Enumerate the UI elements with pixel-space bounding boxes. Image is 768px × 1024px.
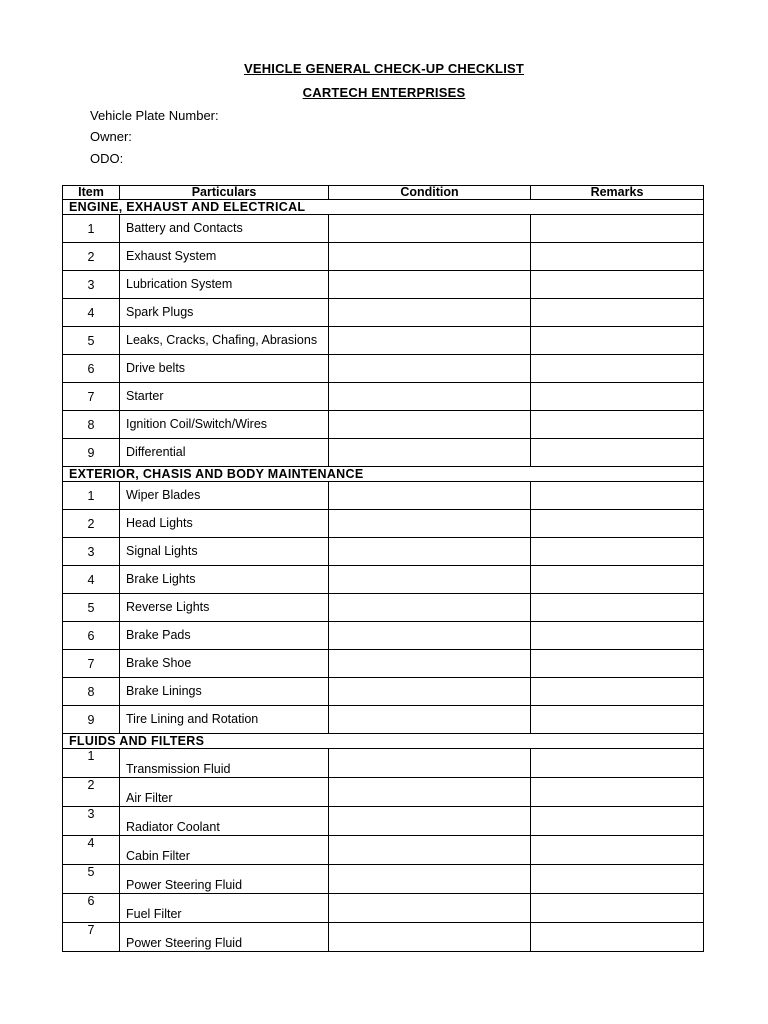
item-number: 7 bbox=[63, 923, 120, 952]
condition-cell bbox=[329, 894, 531, 923]
remarks-cell bbox=[531, 355, 704, 383]
section-header-row bbox=[63, 467, 704, 482]
table-row bbox=[63, 510, 704, 538]
remarks-cell bbox=[531, 243, 704, 271]
remarks-cell bbox=[531, 538, 704, 566]
section-title: EXTERIOR, CHASIS AND BODY MAINTENANCE bbox=[63, 467, 704, 482]
item-number: 8 bbox=[63, 411, 120, 439]
table-row bbox=[63, 299, 704, 327]
item-number: 1 bbox=[63, 749, 120, 778]
condition-cell bbox=[329, 749, 531, 778]
table-row bbox=[63, 271, 704, 299]
table-row bbox=[63, 355, 704, 383]
remarks-cell bbox=[531, 807, 704, 836]
condition-cell bbox=[329, 865, 531, 894]
condition-cell bbox=[329, 566, 531, 594]
condition-cell bbox=[329, 706, 531, 734]
item-particulars: Radiator Coolant bbox=[120, 807, 329, 836]
item-number: 6 bbox=[63, 894, 120, 923]
item-particulars: Power Steering Fluid bbox=[120, 923, 329, 952]
item-particulars: Battery and Contacts bbox=[120, 215, 329, 243]
remarks-cell bbox=[531, 836, 704, 865]
section-title: FLUIDS AND FILTERS bbox=[63, 734, 704, 749]
item-number: 3 bbox=[63, 271, 120, 299]
condition-cell bbox=[329, 678, 531, 706]
item-number: 9 bbox=[63, 706, 120, 734]
condition-cell bbox=[329, 439, 531, 467]
checklist-body bbox=[63, 200, 704, 952]
item-particulars: Cabin Filter bbox=[120, 836, 329, 865]
remarks-cell bbox=[531, 678, 704, 706]
condition-cell bbox=[329, 807, 531, 836]
item-particulars: Brake Lights bbox=[120, 566, 329, 594]
item-number: 2 bbox=[63, 778, 120, 807]
item-particulars: Brake Linings bbox=[120, 678, 329, 706]
table-row bbox=[63, 807, 704, 836]
item-particulars: Signal Lights bbox=[120, 538, 329, 566]
item-number: 5 bbox=[63, 594, 120, 622]
table-row bbox=[63, 778, 704, 807]
table-row bbox=[63, 836, 704, 865]
item-particulars: Ignition Coil/Switch/Wires bbox=[120, 411, 329, 439]
condition-cell bbox=[329, 778, 531, 807]
odo-label: ODO: bbox=[90, 151, 124, 166]
item-number: 4 bbox=[63, 566, 120, 594]
remarks-cell bbox=[531, 622, 704, 650]
table-row bbox=[63, 566, 704, 594]
item-particulars: Brake Pads bbox=[120, 622, 329, 650]
condition-cell bbox=[329, 215, 531, 243]
condition-cell bbox=[329, 299, 531, 327]
item-number: 6 bbox=[63, 355, 120, 383]
item-number: 6 bbox=[63, 622, 120, 650]
item-particulars: Air Filter bbox=[120, 778, 329, 807]
table-row bbox=[63, 594, 704, 622]
table-row bbox=[63, 538, 704, 566]
section-header-row bbox=[63, 200, 704, 215]
table-row bbox=[63, 706, 704, 734]
item-particulars: Fuel Filter bbox=[120, 894, 329, 923]
condition-cell bbox=[329, 482, 531, 510]
checklist-table bbox=[62, 185, 704, 952]
section-title: ENGINE, EXHAUST AND ELECTRICAL bbox=[63, 200, 704, 215]
condition-cell bbox=[329, 355, 531, 383]
item-number: 4 bbox=[63, 299, 120, 327]
item-number: 5 bbox=[63, 327, 120, 355]
item-particulars: Starter bbox=[120, 383, 329, 411]
table-row bbox=[63, 215, 704, 243]
item-number: 7 bbox=[63, 383, 120, 411]
remarks-cell bbox=[531, 749, 704, 778]
table-row bbox=[63, 439, 704, 467]
item-number: 7 bbox=[63, 650, 120, 678]
condition-cell bbox=[329, 923, 531, 952]
item-number: 1 bbox=[63, 482, 120, 510]
owner-label: Owner: bbox=[90, 129, 132, 144]
condition-cell bbox=[329, 411, 531, 439]
remarks-cell bbox=[531, 271, 704, 299]
item-particulars: Power Steering Fluid bbox=[120, 865, 329, 894]
remarks-cell bbox=[531, 894, 704, 923]
remarks-cell bbox=[531, 594, 704, 622]
remarks-cell bbox=[531, 566, 704, 594]
remarks-cell bbox=[531, 650, 704, 678]
column-header-item: Item bbox=[63, 186, 120, 200]
remarks-cell bbox=[531, 327, 704, 355]
remarks-cell bbox=[531, 865, 704, 894]
item-particulars: Spark Plugs bbox=[120, 299, 329, 327]
remarks-cell bbox=[531, 706, 704, 734]
table-row bbox=[63, 411, 704, 439]
condition-cell bbox=[329, 327, 531, 355]
remarks-cell bbox=[531, 411, 704, 439]
table-row bbox=[63, 923, 704, 952]
item-number: 3 bbox=[63, 807, 120, 836]
table-row bbox=[63, 650, 704, 678]
item-particulars: Transmission Fluid bbox=[120, 749, 329, 778]
condition-cell bbox=[329, 510, 531, 538]
table-row bbox=[63, 865, 704, 894]
condition-cell bbox=[329, 622, 531, 650]
item-particulars: Leaks, Cracks, Chafing, Abrasions bbox=[120, 327, 329, 355]
item-number: 9 bbox=[63, 439, 120, 467]
table-row bbox=[63, 383, 704, 411]
vehicle-plate-label: Vehicle Plate Number: bbox=[90, 108, 219, 123]
table-row bbox=[63, 243, 704, 271]
item-number: 2 bbox=[63, 243, 120, 271]
condition-cell bbox=[329, 538, 531, 566]
remarks-cell bbox=[531, 482, 704, 510]
item-number: 5 bbox=[63, 865, 120, 894]
item-particulars: Drive belts bbox=[120, 355, 329, 383]
condition-cell bbox=[329, 594, 531, 622]
column-header-condition: Condition bbox=[329, 186, 531, 200]
item-particulars: Differential bbox=[120, 439, 329, 467]
item-number: 1 bbox=[63, 215, 120, 243]
remarks-cell bbox=[531, 383, 704, 411]
company-name: CARTECH ENTERPRISES bbox=[302, 85, 466, 100]
item-particulars: Head Lights bbox=[120, 510, 329, 538]
item-particulars: Exhaust System bbox=[120, 243, 329, 271]
remarks-cell bbox=[531, 299, 704, 327]
item-number: 2 bbox=[63, 510, 120, 538]
table-row bbox=[63, 678, 704, 706]
item-particulars: Lubrication System bbox=[120, 271, 329, 299]
table-row bbox=[63, 482, 704, 510]
table-row bbox=[63, 894, 704, 923]
table-row bbox=[63, 622, 704, 650]
remarks-cell bbox=[531, 439, 704, 467]
condition-cell bbox=[329, 243, 531, 271]
condition-cell bbox=[329, 271, 531, 299]
item-particulars: Reverse Lights bbox=[120, 594, 329, 622]
column-header-particulars: Particulars bbox=[120, 186, 329, 200]
section-header-row bbox=[63, 734, 704, 749]
item-number: 3 bbox=[63, 538, 120, 566]
condition-cell bbox=[329, 383, 531, 411]
remarks-cell bbox=[531, 215, 704, 243]
document-title: VEHICLE GENERAL CHECK-UP CHECKLIST bbox=[243, 61, 525, 76]
table-row bbox=[63, 327, 704, 355]
item-number: 8 bbox=[63, 678, 120, 706]
condition-cell bbox=[329, 836, 531, 865]
table-row bbox=[63, 749, 704, 778]
remarks-cell bbox=[531, 778, 704, 807]
remarks-cell bbox=[531, 510, 704, 538]
item-particulars: Brake Shoe bbox=[120, 650, 329, 678]
column-header-remarks: Remarks bbox=[531, 186, 704, 200]
table-header-row bbox=[63, 186, 704, 200]
remarks-cell bbox=[531, 923, 704, 952]
item-particulars: Tire Lining and Rotation bbox=[120, 706, 329, 734]
condition-cell bbox=[329, 650, 531, 678]
item-particulars: Wiper Blades bbox=[120, 482, 329, 510]
item-number: 4 bbox=[63, 836, 120, 865]
